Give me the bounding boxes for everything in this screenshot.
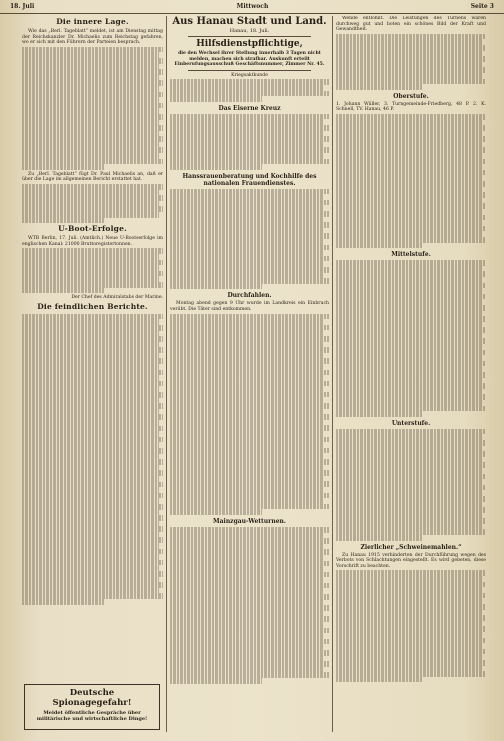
article-kriegsakt-body <box>170 79 329 101</box>
article-turnen-body <box>336 34 486 90</box>
spionage-warning-box <box>24 684 160 730</box>
article-durchfahlen-lead: Montag abend gegen 9 Uhr wurde im Landkreis ein Einbruch verübt. Die Täter sind entkommen. <box>170 301 329 312</box>
article-u-boot-lead: WTB Berlin, 17. Juli. (Amtlich.) Neue U-Bootserfolge im englischen Kanal: 21000 Bruttoregistertonnen. <box>22 236 163 247</box>
article-eiserne-kreuz-body <box>170 114 329 170</box>
section-title-hanau: Aus Hanau Stadt und Land. <box>172 16 327 27</box>
results-oberstufe-first: 1. Johann Wüller, 3. Turngemeinde-Friedberg, 48 P. 2. K. Schnell, TV. Hanau, 46 P. <box>336 101 486 113</box>
headline-durchfahlen: Durchfahlen. <box>227 292 272 300</box>
article-schweinemahlen-body <box>336 570 486 682</box>
headline-schweinemahlen: Zierlicher „Schweinemahlen.“ <box>360 543 462 551</box>
notice-title-hilfsdienst: Hilfsdienstpflichtige, <box>196 39 303 49</box>
page-header <box>0 0 504 14</box>
headline-unterstufe: Unterstufe. <box>391 419 431 427</box>
column-rule-2 <box>332 16 333 732</box>
headline-u-boot-erfolge: U-Boot-Erfolge. <box>58 224 127 234</box>
article-innere-lage-body <box>22 47 163 170</box>
article-durchfahlen-body <box>170 314 329 515</box>
results-unterstufe-list <box>336 429 486 541</box>
headline-innere-lage: Die innere Lage. <box>56 17 129 26</box>
headline-feindliche-berichte: Die feindlichen Berichte. <box>37 301 148 311</box>
headline-hausfrauenberatung: Hanssrauenberatung und Kochhilfe des nationalen Frauendienstes. <box>182 172 317 187</box>
article-innere-lage-lead: Wie das „Berl. Tageblatt“ meldet, ist am Dienstag mittag der Reichskanzler Dr. Michaelis zum Reichstag gefahren, wo er sich mit den Führern der Parteien besprach. <box>22 29 163 46</box>
headline-eiserne-kreuz: Das Eiserne Kreuz <box>218 104 281 112</box>
column-rule-1 <box>166 16 167 732</box>
section-dateline: Hanau, 18. Juli. <box>229 28 270 34</box>
header-date: 18. Juli <box>10 3 35 10</box>
headline-oberstufe: Oberstufe. <box>393 92 429 100</box>
article-hausfrauenberatung-body <box>170 189 329 290</box>
column-2 <box>170 16 329 732</box>
headline-mittelstufe: Mittelstufe. <box>391 251 431 259</box>
article-feindliche-berichte-body <box>22 314 163 605</box>
column-3 <box>336 16 486 732</box>
header-page-number: Seite 3 <box>470 3 494 10</box>
article-mainzgau-body <box>170 527 329 684</box>
article-innere-lage-body-2 <box>22 184 163 223</box>
results-mittelstufe-list <box>336 260 486 417</box>
headline-mainzgau-wetturnen: Mainzgau-Wetturnen. <box>213 517 286 525</box>
spionage-warning-text: Meidet öffentliche Gespräche über militärische und wirtschaftliche Dinge! <box>36 710 148 722</box>
header-day: Mittwoch <box>236 3 269 10</box>
article-turnen-lead: Wende entlohnt. Die Leistungen des Turnens waren durchweg gut und boten ein schönes Bild der Kraft und Gewandtheit. <box>336 16 486 33</box>
notice-text-hilfsdienst: die den Wechsel ihrer Stellung innerhalb 3 Tagen nicht melden, machen sich strafbar. Auskunft erteilt Einberufungsausschuß Geschäftsnummer, Zimmer Nr. 45. <box>174 51 325 68</box>
article-u-boot-signature: Der Chef des Admiralstabs der Marine. <box>71 295 163 301</box>
article-innere-lage-tail: Zu „Berl. Tageblatt“ fügt Dr. Paul Michaelis an, daß er über die Lage im allgemeinen Bericht erstattet hat. <box>22 171 163 183</box>
results-oberstufe-list <box>336 114 486 248</box>
column-1 <box>22 16 163 732</box>
article-u-boot-body <box>22 248 163 293</box>
kriegsakt-label: Kriegsaktkunde <box>231 72 268 78</box>
spionage-warning-title: Deutsche Spionagegefahr! <box>52 688 132 708</box>
article-schweinemahlen-lead: Zu Hanau 1915 verhinderten der Durchführung wegen des Verbots von Schlachtungen eingestellt. Es wird gebeten, diese Vorschrift zu beachten. <box>336 552 486 569</box>
